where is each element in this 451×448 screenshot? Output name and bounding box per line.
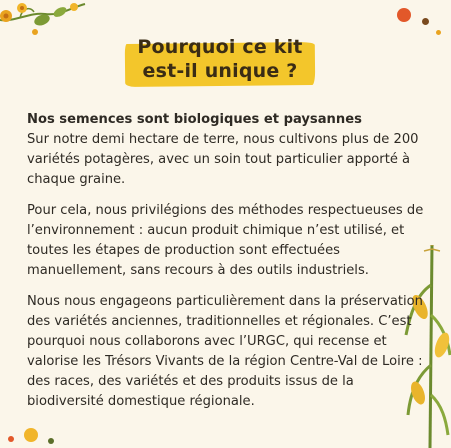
page-title xyxy=(125,35,315,83)
paragraph-3 xyxy=(27,292,427,412)
paragraph-2 xyxy=(27,201,427,281)
paragraph-text: Sur notre demi hectare de terre, nous cultivons plus de 200 variétés potagères, avec un soin tout particulier apporté à chaque graine. xyxy=(27,132,419,187)
paragraph-lead: Nos semences sont biologiques et paysannes xyxy=(27,112,362,127)
decor-dot xyxy=(48,438,54,444)
decor-dot xyxy=(397,8,411,22)
decor-dot xyxy=(24,428,38,442)
paragraph-text: Nous nous engageons particulièrement dans la préservation des variétés anciennes, traditionnelles et régionales. C’est pourquoi nous collaborons avec l’URGC, qui recense et valorise les Trésors Vivants de la région Centre-Val de Loire : des races, des variétés et des produits issus de la biodiversité domestique régionale. xyxy=(27,294,423,409)
decor-dot xyxy=(422,18,429,25)
decor-dot xyxy=(8,436,14,442)
content xyxy=(27,110,427,423)
title-block xyxy=(125,35,315,90)
decor-dot xyxy=(436,30,441,35)
paragraph-1 xyxy=(27,110,427,190)
title-line-1: Pourquoi ce kit xyxy=(137,36,303,58)
squash-vine-icon xyxy=(0,0,90,60)
title-line-2: est-il unique ? xyxy=(142,60,298,82)
paragraph-text: Pour cela, nous privilégions des méthodes respectueuses de l’environnement : aucun produit chimique n’est utilisé, et toutes les étapes de production sont effectuées manuellement, sans recours à des outils industriels. xyxy=(27,203,424,278)
